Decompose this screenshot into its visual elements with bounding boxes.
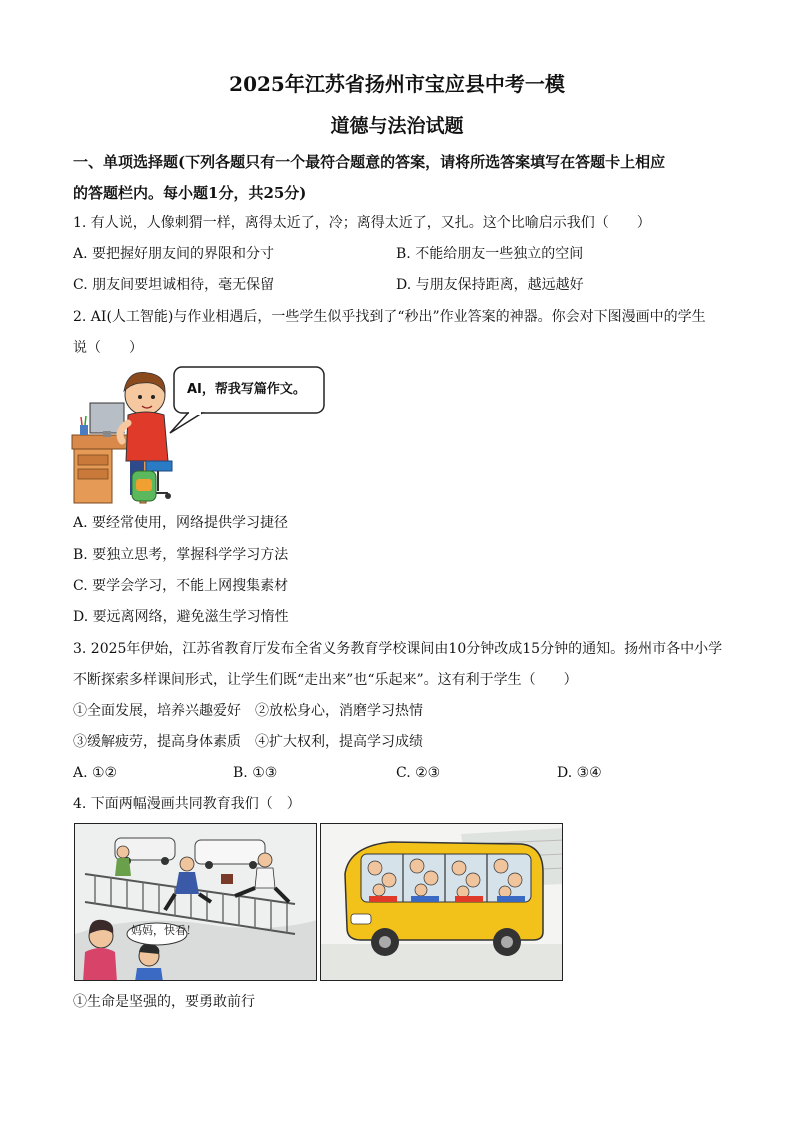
crossing-fence-illustration: [75, 824, 317, 981]
overcrowded-bus-illustration: [321, 824, 563, 981]
question-1-option-a: A. 要把握好朋友间的界限和分寸: [73, 246, 275, 262]
question-1-option-c: C. 朋友间要坦诚相待，毫无保留: [73, 277, 275, 293]
question-2-option-d: D. 要远离网络，避免滋生学习惰性: [73, 609, 289, 625]
cartoon-caption: 妈妈，快看！: [131, 924, 197, 937]
question-2-stem-line2: 说（ ）: [73, 340, 143, 356]
question-2-option-a: A. 要经常使用，网络提供学习捷径: [73, 515, 289, 531]
cartoon-right-panel: [320, 823, 563, 981]
question-3-stem-line1: 3. 2025年伊始，江苏省教育厅发布全省义务教育学校课间由10分钟改成15分钟的通知。扬州市各中小学: [73, 641, 723, 657]
speech-bubble-text: AI，帮我写篇作文。: [187, 382, 306, 397]
question-3-option-a: A. ①②: [73, 765, 118, 781]
question-2-stem-line1: 2. AI(人工智能)与作业相遇后，一些学生似乎找到了“秒出”作业答案的神器。你会对下图漫画中的学生: [73, 309, 706, 325]
question-4-stem: 4. 下面两幅漫画共同教育我们（ ）: [73, 796, 301, 812]
question-2-cartoon: [70, 365, 330, 505]
question-3-option-d: D. ③④: [557, 765, 602, 781]
question-1-stem: 1. 有人说，人像刺猬一样，离得太近了，冷；离得太近了，又扎。这个比喻启示我们（ ）: [73, 215, 651, 231]
question-3-items-line1: ①全面发展，培养兴趣爱好 ②放松身心，消磨学习热情: [73, 703, 423, 719]
page-title: 2025年江苏省扬州市宝应县中考一模: [229, 72, 565, 96]
question-1-option-b: B. 不能给朋友一些独立的空间: [396, 246, 584, 262]
question-3-option-c: C. ②③: [396, 765, 441, 781]
question-3-option-b: B. ①③: [233, 765, 278, 781]
page-subtitle: 道德与法治试题: [330, 115, 464, 137]
cartoon-left-panel: [74, 823, 317, 981]
question-2-option-b: B. 要独立思考，掌握科学学习方法: [73, 547, 289, 563]
question-2-option-c: C. 要学会学习，不能上网搜集素材: [73, 578, 289, 594]
section-heading-line2: 的答题栏内。每小题1分，共25分): [73, 184, 307, 202]
question-3-stem-line2: 不断探索多样课间形式，让学生们既“走出来”也“乐起来”。这有利于学生（ ）: [73, 672, 578, 688]
section-heading-line1: 一、单项选择题(下列各题只有一个最符合题意的答案，请将所选答案填写在答题卡上相应: [73, 153, 666, 171]
question-1-option-d: D. 与朋友保持距离，越远越好: [396, 277, 584, 293]
question-3-items-line2: ③缓解疲劳，提高身体素质 ④扩大权利，提高学习成绩: [73, 734, 423, 750]
question-4-item-1: ①生命是坚强的，要勇敢前行: [73, 994, 255, 1010]
